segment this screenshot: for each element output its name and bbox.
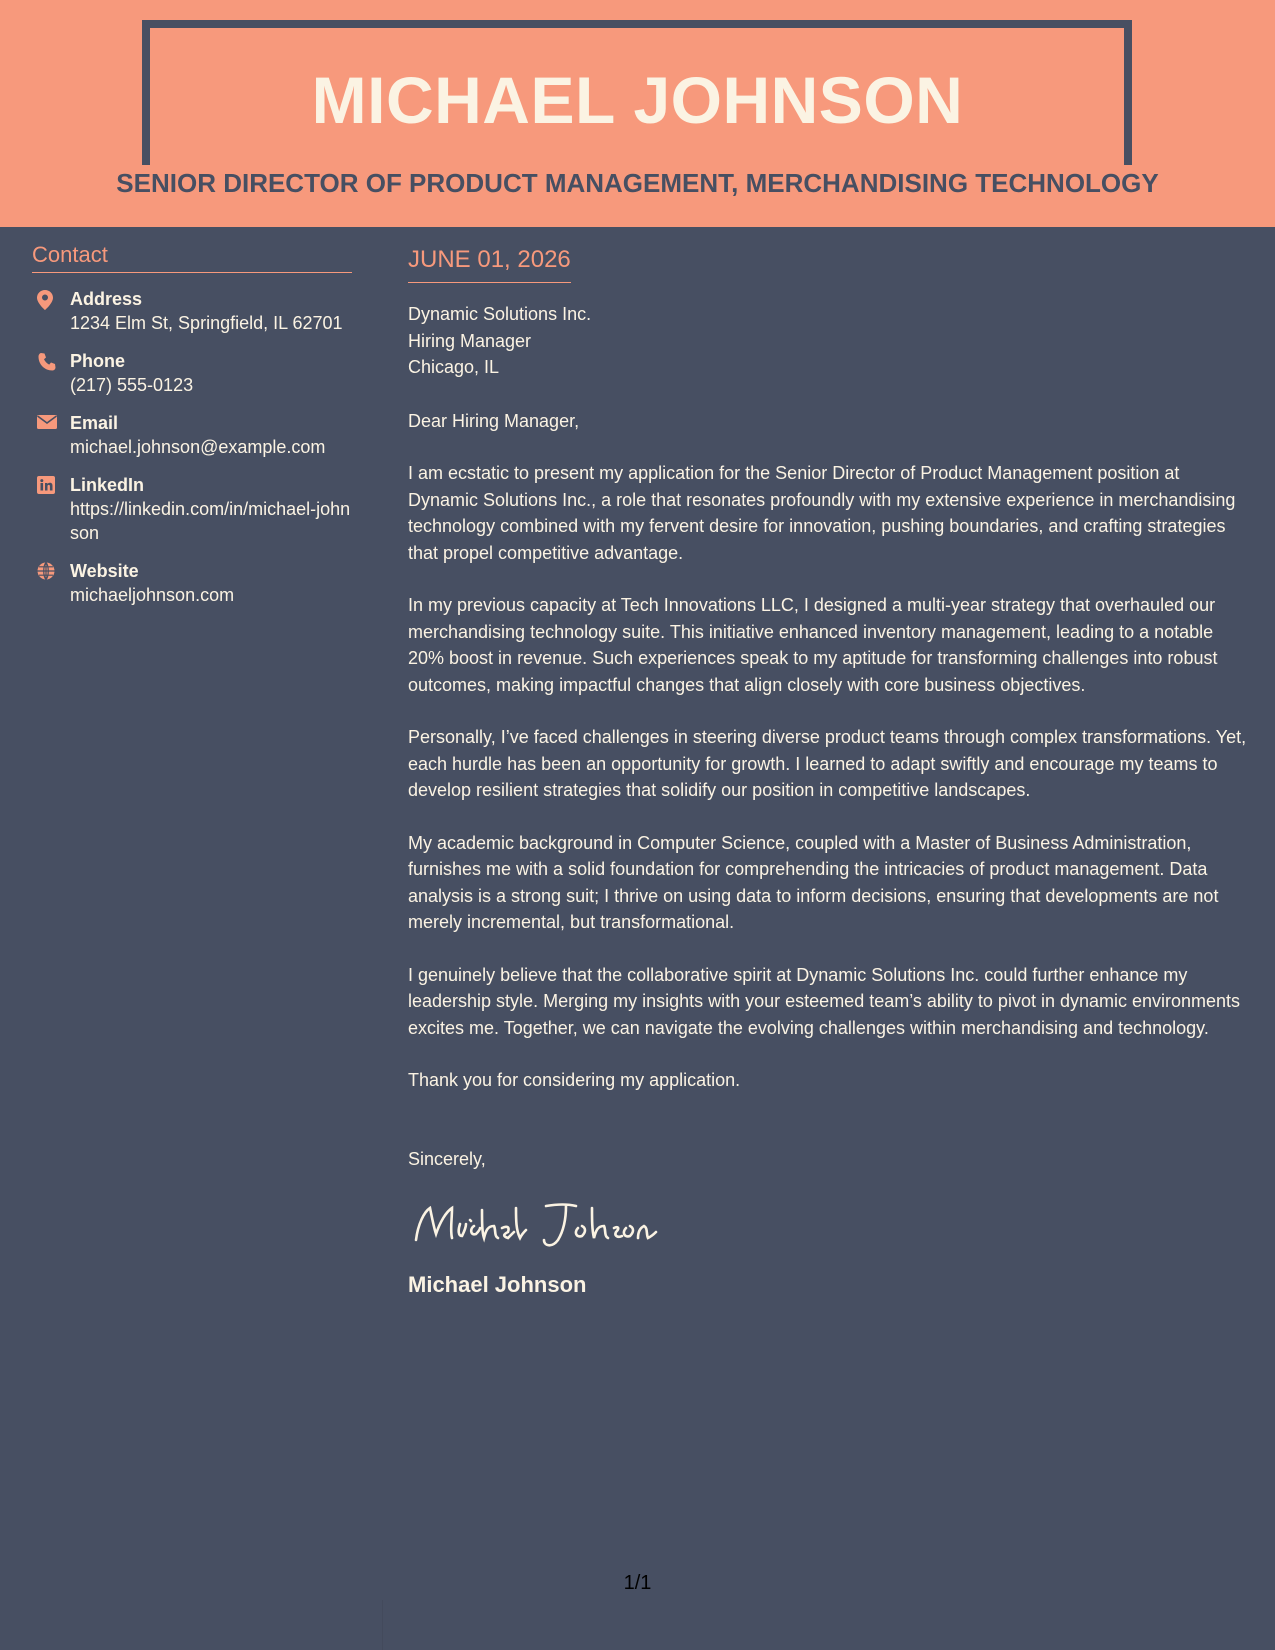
recipient-block (408, 301, 1248, 381)
paragraph: I genuinely believe that the collaborative spirit at Dynamic Solutions Inc. could further enhance my leadership style. Merging my insights with your esteemed team’s ability to pivot in dynamic environments excites me. Together, we can navigate the evolving challenges within merchandising and technology. (408, 964, 1241, 1038)
phone-icon (32, 349, 70, 397)
contact-heading: Contact (32, 240, 352, 273)
job-title-text: SENIOR DIRECTOR OF PRODUCT MANAGEMENT, MERCHANDISING TECHNOLOGY (108, 165, 1166, 201)
paragraph: Thank you for considering my application. (408, 1070, 741, 1090)
contact-value[interactable]: michaeljohnson.com (70, 585, 235, 605)
contact-label: Email (70, 413, 119, 433)
contact-item-phone (32, 349, 352, 397)
envelope-icon (32, 411, 70, 459)
applicant-name: MICHAEL JOHNSON (311, 63, 964, 137)
signed-name: Michael Johnson (408, 1272, 587, 1297)
contact-label: Website (70, 561, 139, 581)
recipient-company: Dynamic Solutions Inc. (408, 304, 592, 324)
letter-body (408, 244, 1248, 1300)
closing: Sincerely, (408, 1148, 486, 1169)
contact-value[interactable]: michael.johnson@example.com (70, 437, 326, 457)
map-pin-icon (32, 287, 70, 335)
contact-item-linkedin (32, 473, 352, 545)
contact-item-website (32, 559, 352, 607)
column-divider (382, 1600, 383, 1650)
recipient-location: Chicago, IL (408, 357, 500, 377)
globe-icon (32, 559, 70, 607)
contact-label: Address (70, 289, 143, 309)
contact-value[interactable]: https://linkedin.com/in/michael-johnson (70, 499, 351, 543)
letter-date: JUNE 01, 2026 (408, 244, 571, 283)
header-banner (0, 0, 1275, 227)
recipient-role: Hiring Manager (408, 330, 532, 351)
paragraph: Personally, I’ve faced challenges in steering diverse product teams through complex transformations. Yet, each hurdle has been an opportunity for growth. I learned to adapt swiftly and encourage my teams to develop resilient strategies that solidify our position in competitive landscapes. (408, 727, 1247, 800)
page-number: 1/1 (623, 1572, 652, 1594)
paragraph: My academic background in Computer Science, coupled with a Master of Business Administration, furnishes me with a solid foundation for comprehending the intricacies of product management. Data analysis is a strong suit; I thrive on using data to inform decisions, ensuring that developments are not merely incremental, but transformational. (408, 832, 1219, 932)
contact-item-email (32, 411, 352, 459)
contact-value: (217) 555-0123 (70, 375, 194, 395)
contact-value: 1234 Elm St, Springfield, IL 62701 (70, 313, 343, 333)
handwritten-signature (408, 1194, 1248, 1258)
contact-label: LinkedIn (70, 475, 145, 495)
contact-sidebar (32, 240, 352, 621)
contact-label: Phone (70, 351, 126, 371)
job-title (0, 165, 1275, 201)
salutation: Dear Hiring Manager, (408, 410, 580, 431)
paragraph: In my previous capacity at Tech Innovations LLC, I designed a multi-year strategy that overhauled our merchandising technology suite. This initiative enhanced inventory management, leading to a notable 20% boost in revenue. Such experiences speak to my aptitude for transforming challenges into robust outcomes, making impactful changes that align closely with core business objectives. (408, 595, 1218, 695)
paragraph: I am ecstatic to present my application for the Senior Director of Product Management position at Dynamic Solutions Inc., a role that resonates profoundly with my extensive experience in merchandising technology combined with my fervent desire for innovation, pushing boundaries, and crafting strategies that propel competitive advantage. (408, 463, 1236, 563)
contact-item-address (32, 287, 352, 335)
linkedin-icon (32, 473, 70, 545)
